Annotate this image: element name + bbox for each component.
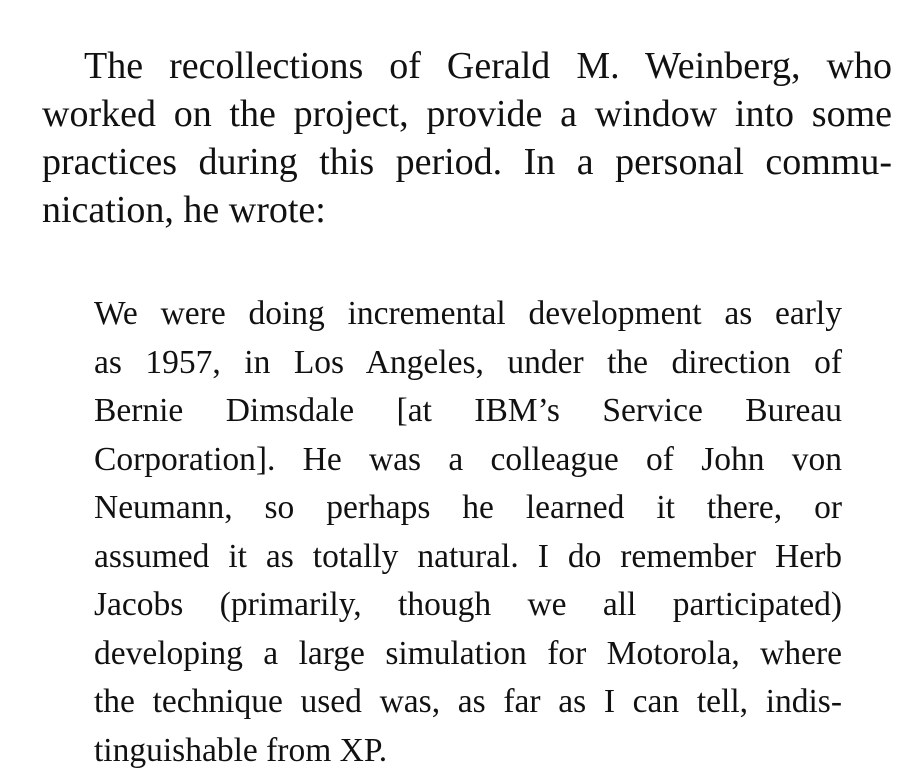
- quote-line: assumed it as totally natural. I do remember Herb: [94, 537, 842, 575]
- quote-line: the technique used was, as far as I can tell, indis-: [94, 683, 842, 720]
- quote-line: We were doing incremental development as early: [94, 295, 842, 332]
- quote-line: as 1957, in Los Angeles, under the direction of: [94, 343, 842, 381]
- paragraph-line: nication, he wrote:: [42, 189, 326, 231]
- quote-line: Corporation]. He was a colleague of John von: [94, 440, 842, 478]
- quote-line: tinguishable from XP.: [94, 731, 388, 769]
- paragraph-line: The recollections of Gerald M. Weinberg, who: [84, 45, 892, 87]
- quote-line: developing a large simulation for Motorola, where: [94, 634, 842, 672]
- body-paragraph: [42, 42, 892, 234]
- quote-line: Bernie Dimsdale [at IBM’s Service Bureau: [94, 392, 842, 429]
- block-quote: [94, 290, 842, 775]
- quote-line: Jacobs (primarily, though we all participated): [94, 586, 842, 623]
- paragraph-line: practices during this period. In a personal commu-: [42, 141, 892, 183]
- paragraph-line: worked on the project, provide a window into some: [42, 93, 892, 135]
- quote-line: Neumann, so perhaps he learned it there, or: [94, 489, 842, 526]
